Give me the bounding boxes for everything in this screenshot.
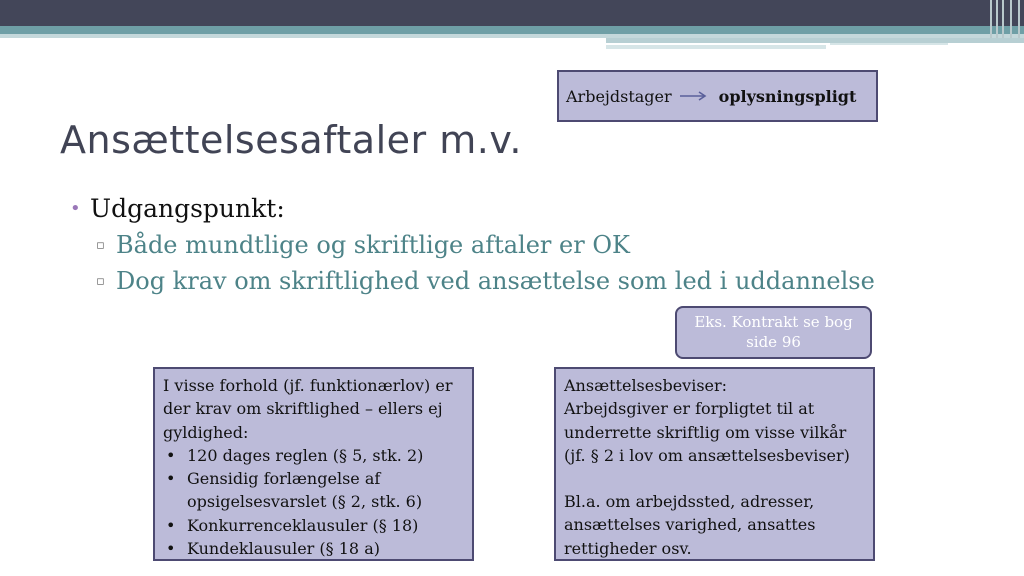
header-decor-line [990, 0, 992, 38]
list-item-text: Gensidig forlængelse af opsigelsesvarslet (§ 2, stk. 6) [187, 469, 423, 512]
bullet-dot-icon: • [166, 539, 176, 559]
box-heading: Ansættelsesbeviser: [564, 376, 728, 395]
square-bullet-icon: ▫ [96, 237, 105, 253]
header-decor-line [1010, 0, 1012, 38]
bullet-dot-icon: • [166, 515, 176, 535]
list-item-text: Konkurrenceklausuler (§ 18) [187, 515, 419, 535]
header-stripe-accent-short [606, 45, 826, 49]
header-stripe-accent [606, 38, 1024, 43]
eks-callout: Eks. Kontrakt se bog side 96 [675, 306, 872, 359]
bullet-dot-icon: • [166, 469, 176, 489]
box-list [163, 444, 464, 560]
list-item-text: 120 dages reglen (§ 5, stk. 2) [187, 445, 424, 465]
sub-bullet-text: Dog krav om skriftlighed ved ansættelse som led i uddannelse [116, 267, 875, 295]
callout-arbejdstager [557, 70, 878, 122]
sub-bullet [96, 231, 875, 259]
bullet-dot-icon: • [166, 445, 176, 465]
callout-left-text: Arbejdstager [566, 86, 672, 106]
box-text: Arbejdsgiver er forpligtet til at underrette skriftlig om visse vilkår (jf. § 2 i lov om ansættelsesbeviser) [564, 399, 850, 465]
list-item [163, 467, 464, 514]
callout-right-text: oplysningspligt [718, 86, 857, 106]
right-arrow-icon [679, 87, 707, 106]
page-title: Ansættelsesaftaler m.v. [60, 118, 522, 162]
header-decor-line [1002, 0, 1004, 38]
header-bar [0, 0, 1024, 26]
spacer [564, 467, 865, 490]
list-item [163, 514, 464, 537]
sub-bullet [96, 267, 875, 295]
ansaettelsesbeviser-box [554, 367, 875, 561]
box-intro-text: I visse forhold (jf. funktionærlov) er der krav om skriftlighed – ellers ej gyldighed: [163, 376, 453, 442]
list-item [163, 444, 464, 467]
box-text: Bl.a. om arbejdssted, adresser, ansættelses varighed, ansattes rettigheder osv. [564, 492, 816, 558]
bullet-main-text: Udgangspunkt: [90, 194, 285, 223]
bullet-main [70, 194, 875, 223]
header-stripe-accent-thin [830, 43, 948, 45]
sub-bullet-text: Både mundtlige og skriftlige aftaler er OK [116, 231, 630, 259]
header-decor-line [996, 0, 998, 38]
list-item-text: Kundeklausuler (§ 18 a) [187, 539, 380, 559]
bullet-dot-icon: • [70, 198, 81, 219]
list-item [163, 537, 464, 560]
header-decor-line [1018, 0, 1020, 38]
header-stripe [0, 26, 1024, 34]
funktionaerlov-box [153, 367, 474, 561]
square-bullet-icon: ▫ [96, 273, 105, 289]
bullet-list [70, 194, 875, 295]
